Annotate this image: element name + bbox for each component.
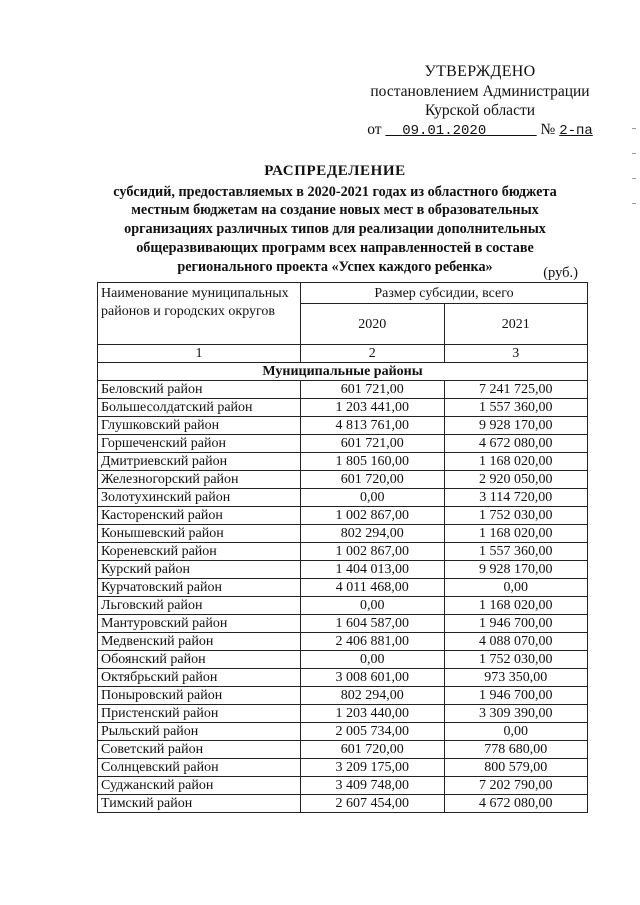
- amount-2021: 4 672 080,00: [444, 435, 588, 453]
- column-index: 2: [301, 345, 444, 363]
- amount-2020: 1 805 160,00: [301, 453, 444, 471]
- column-index: 3: [444, 345, 588, 363]
- amount-2020: 1 203 440,00: [301, 705, 444, 723]
- amount-2020: 601 721,00: [301, 381, 444, 399]
- amount-2020: 1 404 013,00: [301, 561, 444, 579]
- amount-2021: 1 168 020,00: [444, 525, 588, 543]
- number-value: 2-па: [559, 123, 593, 139]
- district-name: Рыльский район: [98, 723, 301, 741]
- edge-mark: [632, 203, 636, 204]
- amount-2020: 1 604 587,00: [301, 615, 444, 633]
- amount-2021: 7 241 725,00: [444, 381, 588, 399]
- amount-2021: 1 752 030,00: [444, 651, 588, 669]
- district-name: Суджанский район: [98, 777, 301, 795]
- amount-2020: 0,00: [301, 489, 444, 507]
- amount-2021: 0,00: [444, 579, 588, 597]
- currency-unit: (руб.): [543, 265, 578, 281]
- amount-2020: 802 294,00: [301, 525, 444, 543]
- approval-date-line: [360, 120, 600, 141]
- subsidy-table: [97, 282, 588, 813]
- edge-mark: [632, 153, 636, 154]
- amount-2021: 1 946 700,00: [444, 615, 588, 633]
- amount-2020: 1 002 867,00: [301, 543, 444, 561]
- amount-2021: 1 946 700,00: [444, 687, 588, 705]
- district-name: Большесолдатский район: [98, 399, 301, 417]
- amount-2021: 0,00: [444, 723, 588, 741]
- amount-2021: 1 557 360,00: [444, 543, 588, 561]
- amount-2020: 3 409 748,00: [301, 777, 444, 795]
- table-row: [98, 687, 588, 705]
- amount-2021: 3 309 390,00: [444, 705, 588, 723]
- amount-2020: 1 203 441,00: [301, 399, 444, 417]
- header-amount: Размер субсидии, всего: [301, 283, 588, 304]
- district-name: Касторенский район: [98, 507, 301, 525]
- edge-mark: [632, 178, 636, 179]
- amount-2021: 778 680,00: [444, 741, 588, 759]
- table-row: [98, 615, 588, 633]
- district-name: Кореневский район: [98, 543, 301, 561]
- district-name: Медвенский район: [98, 633, 301, 651]
- district-name: Советский район: [98, 741, 301, 759]
- amount-2021: 4 088 070,00: [444, 633, 588, 651]
- amount-2021: 9 928 170,00: [444, 417, 588, 435]
- table-row: [98, 651, 588, 669]
- district-name: Октябрьский район: [98, 669, 301, 687]
- approval-heading: УТВЕРЖДЕНО: [424, 63, 536, 80]
- table-row: [98, 453, 588, 471]
- table-header-row: [98, 283, 588, 304]
- district-name: Солнцевский район: [98, 759, 301, 777]
- amount-2021: 973 350,00: [444, 669, 588, 687]
- amount-2020: 3 008 601,00: [301, 669, 444, 687]
- header-name: Наименование муниципальных районов и городских округов: [98, 283, 301, 345]
- approval-region: Курской области: [424, 102, 536, 119]
- amount-2020: 2 005 734,00: [301, 723, 444, 741]
- amount-2021: 3 114 720,00: [444, 489, 588, 507]
- amount-2020: 4 011 468,00: [301, 579, 444, 597]
- edge-mark: [632, 128, 636, 129]
- amount-2021: 1 557 360,00: [444, 399, 588, 417]
- amount-2021: 9 928 170,00: [444, 561, 588, 579]
- table-row: [98, 543, 588, 561]
- amount-2021: 1 168 020,00: [444, 453, 588, 471]
- table-row: [98, 399, 588, 417]
- approval-stamp: [360, 62, 600, 141]
- date-text: 09.01.2020: [402, 123, 487, 139]
- amount-2021: 1 752 030,00: [444, 507, 588, 525]
- table-row: [98, 471, 588, 489]
- title-line-2: местным бюджетам на создание новых мест в образовательных: [131, 202, 539, 219]
- amount-2020: 0,00: [301, 651, 444, 669]
- column-index-row: [98, 345, 588, 363]
- table-row: [98, 381, 588, 399]
- district-name: Курский район: [98, 561, 301, 579]
- amount-2020: 1 002 867,00: [301, 507, 444, 525]
- amount-2021: 800 579,00: [444, 759, 588, 777]
- district-name: Обоянский район: [98, 651, 301, 669]
- amount-2020: 2 607 454,00: [301, 795, 444, 813]
- table-row: [98, 525, 588, 543]
- title-line-5: регионального проекта «Успех каждого ребенка»: [177, 258, 493, 275]
- section-title: Муниципальные районы: [98, 363, 588, 381]
- amount-2021: 2 920 050,00: [444, 471, 588, 489]
- title-line-1: субсидий, предоставляемых в 2020-2021 годах из областного бюджета: [113, 183, 557, 200]
- amount-2021: 1 168 020,00: [444, 597, 588, 615]
- title-heading: РАСПРЕДЕЛЕНИЕ: [264, 163, 406, 179]
- title-line-3: организациях различных типов для реализации дополнительных: [124, 221, 546, 238]
- amount-2020: 0,00: [301, 597, 444, 615]
- table-row: [98, 741, 588, 759]
- scan-edge-marks: [632, 128, 638, 278]
- table-row: [98, 723, 588, 741]
- header-year-2020: 2020: [301, 304, 444, 345]
- table-row: [98, 633, 588, 651]
- document-title: [80, 162, 590, 276]
- table-row: [98, 417, 588, 435]
- amount-2020: 601 721,00: [301, 435, 444, 453]
- district-name: Тимский район: [98, 795, 301, 813]
- amount-2021: 4 672 080,00: [444, 795, 588, 813]
- section-row: [98, 363, 588, 381]
- table-row: [98, 489, 588, 507]
- table-row: [98, 759, 588, 777]
- table-row: [98, 777, 588, 795]
- district-name: Курчатовский район: [98, 579, 301, 597]
- table-row: [98, 561, 588, 579]
- approval-authority: постановлением Администрации: [370, 83, 590, 100]
- district-name: Железногорский район: [98, 471, 301, 489]
- date-value: [385, 123, 536, 139]
- date-prefix: от: [367, 121, 382, 138]
- amount-2020: 4 813 761,00: [301, 417, 444, 435]
- district-name: Поныровский район: [98, 687, 301, 705]
- table-row: [98, 579, 588, 597]
- district-name: Мантуровский район: [98, 615, 301, 633]
- header-year-2021: 2021: [444, 304, 588, 345]
- district-name: Пристенский район: [98, 705, 301, 723]
- table-row: [98, 435, 588, 453]
- district-name: Льговский район: [98, 597, 301, 615]
- district-name: Дмитриевский район: [98, 453, 301, 471]
- column-index: 1: [98, 345, 301, 363]
- amount-2020: 2 406 881,00: [301, 633, 444, 651]
- district-name: Глушковский район: [98, 417, 301, 435]
- district-name: Конышевский район: [98, 525, 301, 543]
- table-row: [98, 669, 588, 687]
- table-row: [98, 705, 588, 723]
- table-row: [98, 597, 588, 615]
- title-line-4: общеразвивающих программ всех направленностей в составе: [136, 239, 534, 256]
- number-prefix: №: [540, 121, 556, 138]
- amount-2020: 3 209 175,00: [301, 759, 444, 777]
- amount-2021: 7 202 790,00: [444, 777, 588, 795]
- table-row: [98, 507, 588, 525]
- district-name: Беловский район: [98, 381, 301, 399]
- amount-2020: 601 720,00: [301, 471, 444, 489]
- district-name: Горшеченский район: [98, 435, 301, 453]
- district-name: Золотухинский район: [98, 489, 301, 507]
- table-row: [98, 795, 588, 813]
- amount-2020: 802 294,00: [301, 687, 444, 705]
- amount-2020: 601 720,00: [301, 741, 444, 759]
